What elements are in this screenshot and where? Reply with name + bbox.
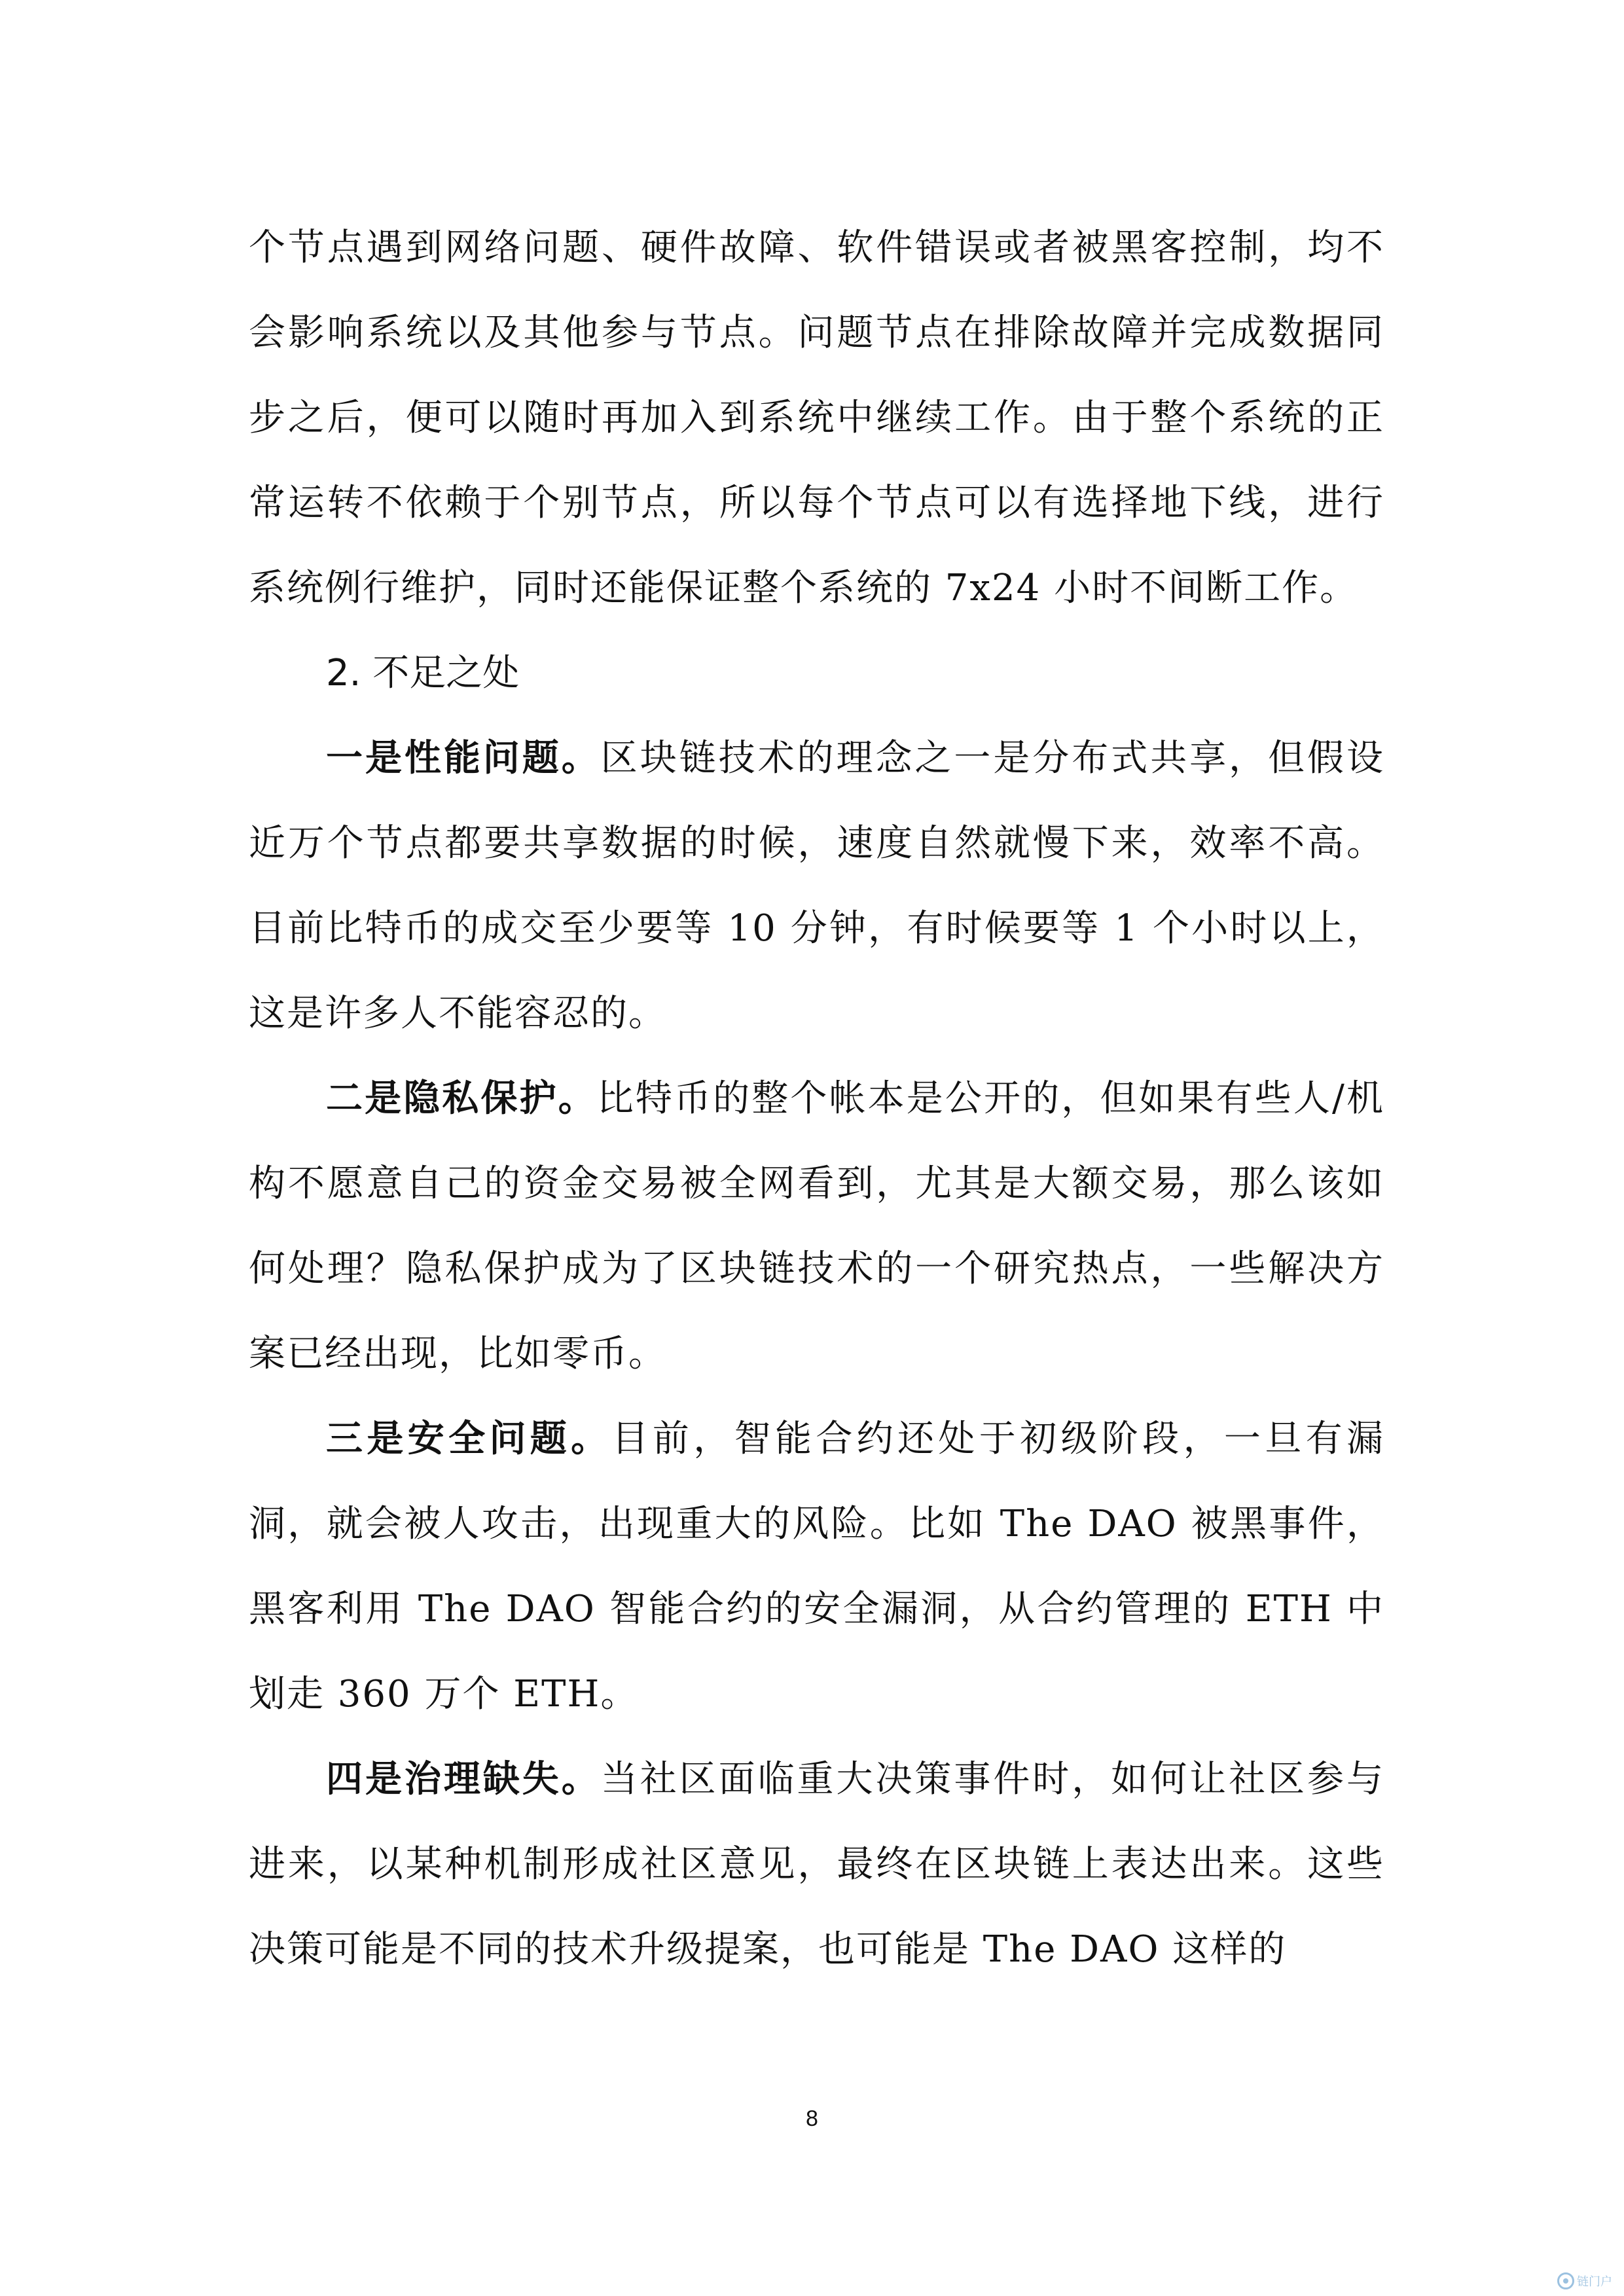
watermark-text: 链门户 [1577,2275,1612,2289]
paragraph-performance [249,716,1384,1056]
paragraph-continuation [249,206,1384,631]
document-body [249,206,1384,1992]
paragraph-lead: 二是隐私保护。 [326,1077,597,1120]
paragraph-lead: 三是安全问题。 [326,1418,612,1460]
paragraph-text: 比特币的整个帐本是公开的，但如果有些人/机构不愿意自己的资金交易被全网看到，尤其是大额交易，那么该如何处理？隐私保护成为了区块链技术的一个研究热点，一些解决方案已经出现，比如零币。 [249,1077,1384,1375]
section-heading: 2. 不足之处 [326,652,520,694]
watermark [1557,2272,1612,2289]
watermark-logo-icon [1557,2272,1574,2289]
paragraph-security [249,1397,1384,1737]
paragraph-governance [249,1737,1384,1992]
paragraph-text: 当社区面临重大决策事件时，如何让社区参与进来，以某种机制形成社区意见，最终在区块链上表达出来。这些决策可能是不同的技术升级提案，也可能是 The DAO 这样的 [249,1758,1385,1971]
paragraph-lead: 一是性能问题。 [326,737,601,780]
page-number: 8 [806,2106,818,2131]
paragraph-privacy [249,1056,1384,1397]
paragraph-text: 目前，智能合约还处于初级阶段，一旦有漏洞，就会被人攻击，出现重大的风险。比如 The DAO 被黑事件，黑客利用 The DAO 智能合约的安全漏洞，从合约管理的 ETH 中划走 360 万个 ETH。 [249,1418,1385,1715]
paragraph-lead: 四是治理缺失。 [326,1758,601,1801]
paragraph-text: 个节点遇到网络问题、硬件故障、软件错误或者被黑客控制，均不会影响系统以及其他参与节点。问题节点在排除故障并完成数据同步之后，便可以随时再加入到系统中继续工作。由于整个系统的正常运转不依赖于个别节点，所以每个节点可以有选择地下线，进行系统例行维护，同时还能保证整个系统的 7x24 小时不间断工作。 [249,226,1384,609]
paragraph-text: 区块链技术的理念之一是分布式共享，但假设近万个节点都要共享数据的时候，速度自然就慢下来，效率不高。目前比特币的成交至少要等 10 分钟，有时候要等 1 个小时以上，这是许多人不能容忍的。 [249,737,1385,1035]
